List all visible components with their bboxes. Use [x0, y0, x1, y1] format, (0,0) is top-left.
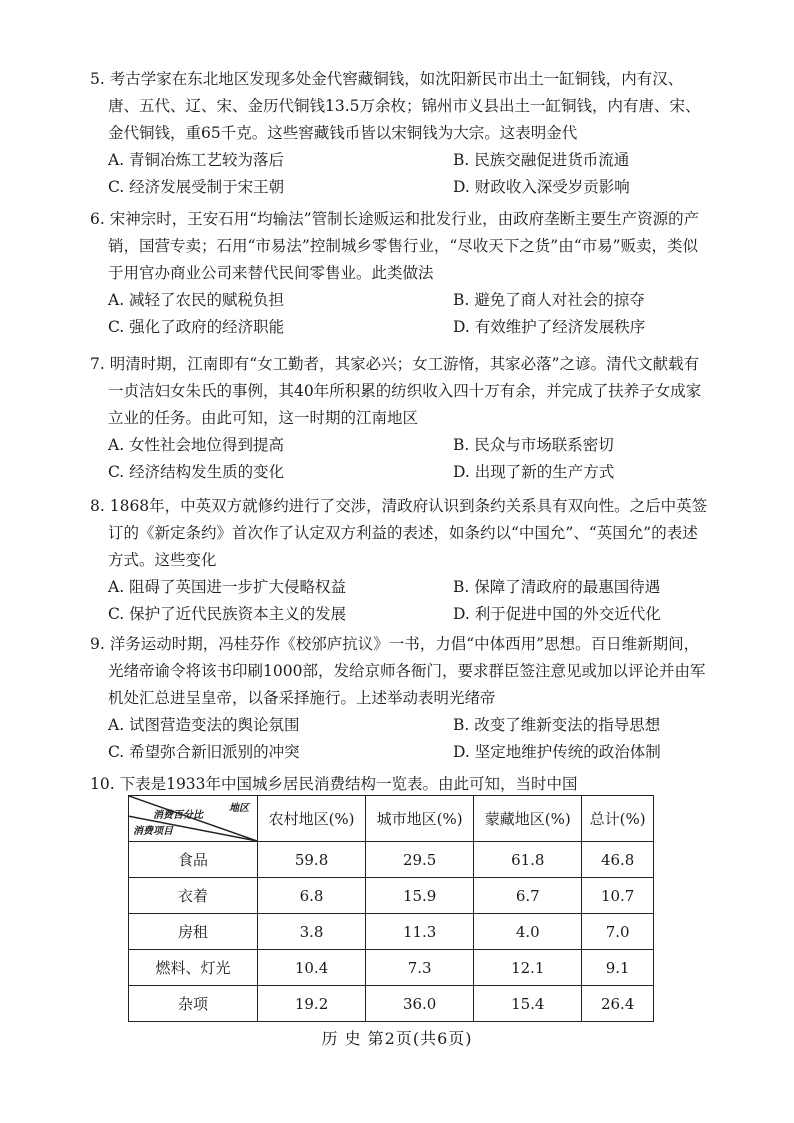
- option-d: D. 利于促进中国的外交近代化: [453, 605, 661, 623]
- table-cell: 26.4: [582, 986, 654, 1022]
- table-row: [129, 842, 654, 878]
- option-b: B. 民众与市场联系密切: [453, 436, 614, 454]
- corner-region-label: 地区: [229, 803, 249, 814]
- table-cell: 10.7: [582, 878, 654, 914]
- table-cell: 29.5: [366, 842, 474, 878]
- corner-item-label: 消费项目: [133, 826, 173, 837]
- consumption-table: [128, 795, 654, 1022]
- question-10: [90, 771, 710, 798]
- option-b: B. 改变了维新变法的指导思想: [453, 716, 661, 734]
- option-c: C. 经济发展受制于宋王朝: [108, 178, 285, 196]
- question-8: [90, 493, 710, 628]
- table-row: [129, 950, 654, 986]
- table-cell: 15.4: [474, 986, 582, 1022]
- question-7: [90, 351, 710, 486]
- row-label: 杂项: [129, 986, 258, 1022]
- table-cell: 61.8: [474, 842, 582, 878]
- options: [90, 287, 710, 341]
- option-c: C. 希望弥合新旧派别的冲突: [108, 743, 300, 761]
- row-label: 燃料、灯光: [129, 950, 258, 986]
- question-stem: 6. 宋神宗时，王安石用“均输法”管制长途贩运和批发行业，由政府垄断主要生产资源的产销，国营专卖；石用“市易法”控制城乡零售行业，“尽收天下之货”由“市易”贩卖，类似于用官办商业公司来替代民间零售业。此类做法: [90, 210, 700, 282]
- options: [90, 712, 710, 766]
- option-d: D. 坚定地维护传统的政治体制: [453, 743, 661, 761]
- table-cell: 9.1: [582, 950, 654, 986]
- option-b: B. 民族交融促进货币流通: [453, 151, 630, 169]
- table-header-row: [129, 796, 654, 842]
- question-9: [90, 631, 710, 766]
- question-stem: 7. 明清时期，江南即有“女工勤者，其家必兴；女工游惰，其家必落”之谚。清代文献载有一贞洁妇女朱氏的事例，其40年所积累的纺织收入四十万有余，并完成了扶养子女成家立业的任务。由此可知，这一时期的江南地区: [90, 355, 702, 427]
- question-5: [90, 66, 710, 201]
- row-label: 衣着: [129, 878, 258, 914]
- table-cell: 11.3: [366, 914, 474, 950]
- options: [90, 432, 710, 486]
- question-stem: 8. 1868年，中英双方就修约进行了交涉，清政府认识到条约关系具有双向性。之后中英签订的《新定条约》首次作了认定双方利益的表述，如条约以“中国允”、“英国允”的表述方式。这些变化: [90, 497, 708, 569]
- question-stem: 9. 洋务运动时期，冯桂芬作《校邠庐抗议》一书，力倡“中体西用”思想。百日维新期间，光绪帝谕令将该书印刷1000部，发给京师各衙门，要求群臣签注意见或加以评论并由军机处汇总进呈皇帝，以备采择施行。上述举动表明光绪帝: [90, 635, 706, 707]
- question-6: [90, 206, 710, 341]
- option-b: B. 避免了商人对社会的掠夺: [453, 291, 645, 309]
- table-cell: 6.8: [258, 878, 366, 914]
- header-total: 总计(%): [582, 796, 654, 842]
- table-cell: 3.8: [258, 914, 366, 950]
- page-footer: 历 史 第2页(共6页): [321, 1029, 473, 1048]
- option-a: A. 减轻了农民的赋税负担: [108, 291, 285, 309]
- row-label: 房租: [129, 914, 258, 950]
- table-cell: 15.9: [366, 878, 474, 914]
- table-row: [129, 986, 654, 1022]
- row-label: 食品: [129, 842, 258, 878]
- table-cell: 59.8: [258, 842, 366, 878]
- options: [90, 574, 710, 628]
- question-stem: 5. 考古学家在东北地区发现多处金代窖藏铜钱，如沈阳新民市出土一缸铜钱，内有汉、唐、五代、辽、宋、金历代铜钱13.5万余枚；锦州市义县出土一缸铜钱，内有唐、宋、金代铜钱，重65千克。这些窖藏钱币皆以宋铜钱为大宗。这表明金代: [90, 70, 701, 142]
- option-a: A. 女性社会地位得到提高: [108, 436, 285, 454]
- option-d: D. 有效维护了经济发展秩序: [453, 318, 646, 336]
- option-a: A. 试图营造变法的舆论氛围: [108, 716, 300, 734]
- option-a: A. 阻碍了英国进一步扩大侵略权益: [108, 578, 347, 596]
- option-a: A. 青铜冶炼工艺较为落后: [108, 151, 285, 169]
- table-cell: 36.0: [366, 986, 474, 1022]
- table-row: [129, 914, 654, 950]
- header-rural: 农村地区(%): [258, 796, 366, 842]
- table-cell: 19.2: [258, 986, 366, 1022]
- option-c: C. 强化了政府的经济职能: [108, 318, 285, 336]
- table-cell: 6.7: [474, 878, 582, 914]
- table-cell: 12.1: [474, 950, 582, 986]
- question-stem: 10. 下表是1933年中国城乡居民消费结构一览表。由此可知，当时中国: [90, 775, 578, 793]
- option-c: C. 经济结构发生质的变化: [108, 463, 285, 481]
- table-corner-cell: [129, 796, 258, 842]
- option-c: C. 保护了近代民族资本主义的发展: [108, 605, 347, 623]
- corner-percent-label: 消费百分比: [153, 810, 203, 821]
- table-cell: 10.4: [258, 950, 366, 986]
- option-d: D. 出现了新的生产方式: [453, 463, 615, 481]
- header-mongolia-tibet: 蒙藏地区(%): [474, 796, 582, 842]
- option-d: D. 财政收入深受岁贡影响: [453, 178, 630, 196]
- table-cell: 46.8: [582, 842, 654, 878]
- header-urban: 城市地区(%): [366, 796, 474, 842]
- table-row: [129, 878, 654, 914]
- table-cell: 4.0: [474, 914, 582, 950]
- table-cell: 7.0: [582, 914, 654, 950]
- options: [90, 147, 710, 201]
- table-cell: 7.3: [366, 950, 474, 986]
- option-b: B. 保障了清政府的最惠国待遇: [453, 578, 661, 596]
